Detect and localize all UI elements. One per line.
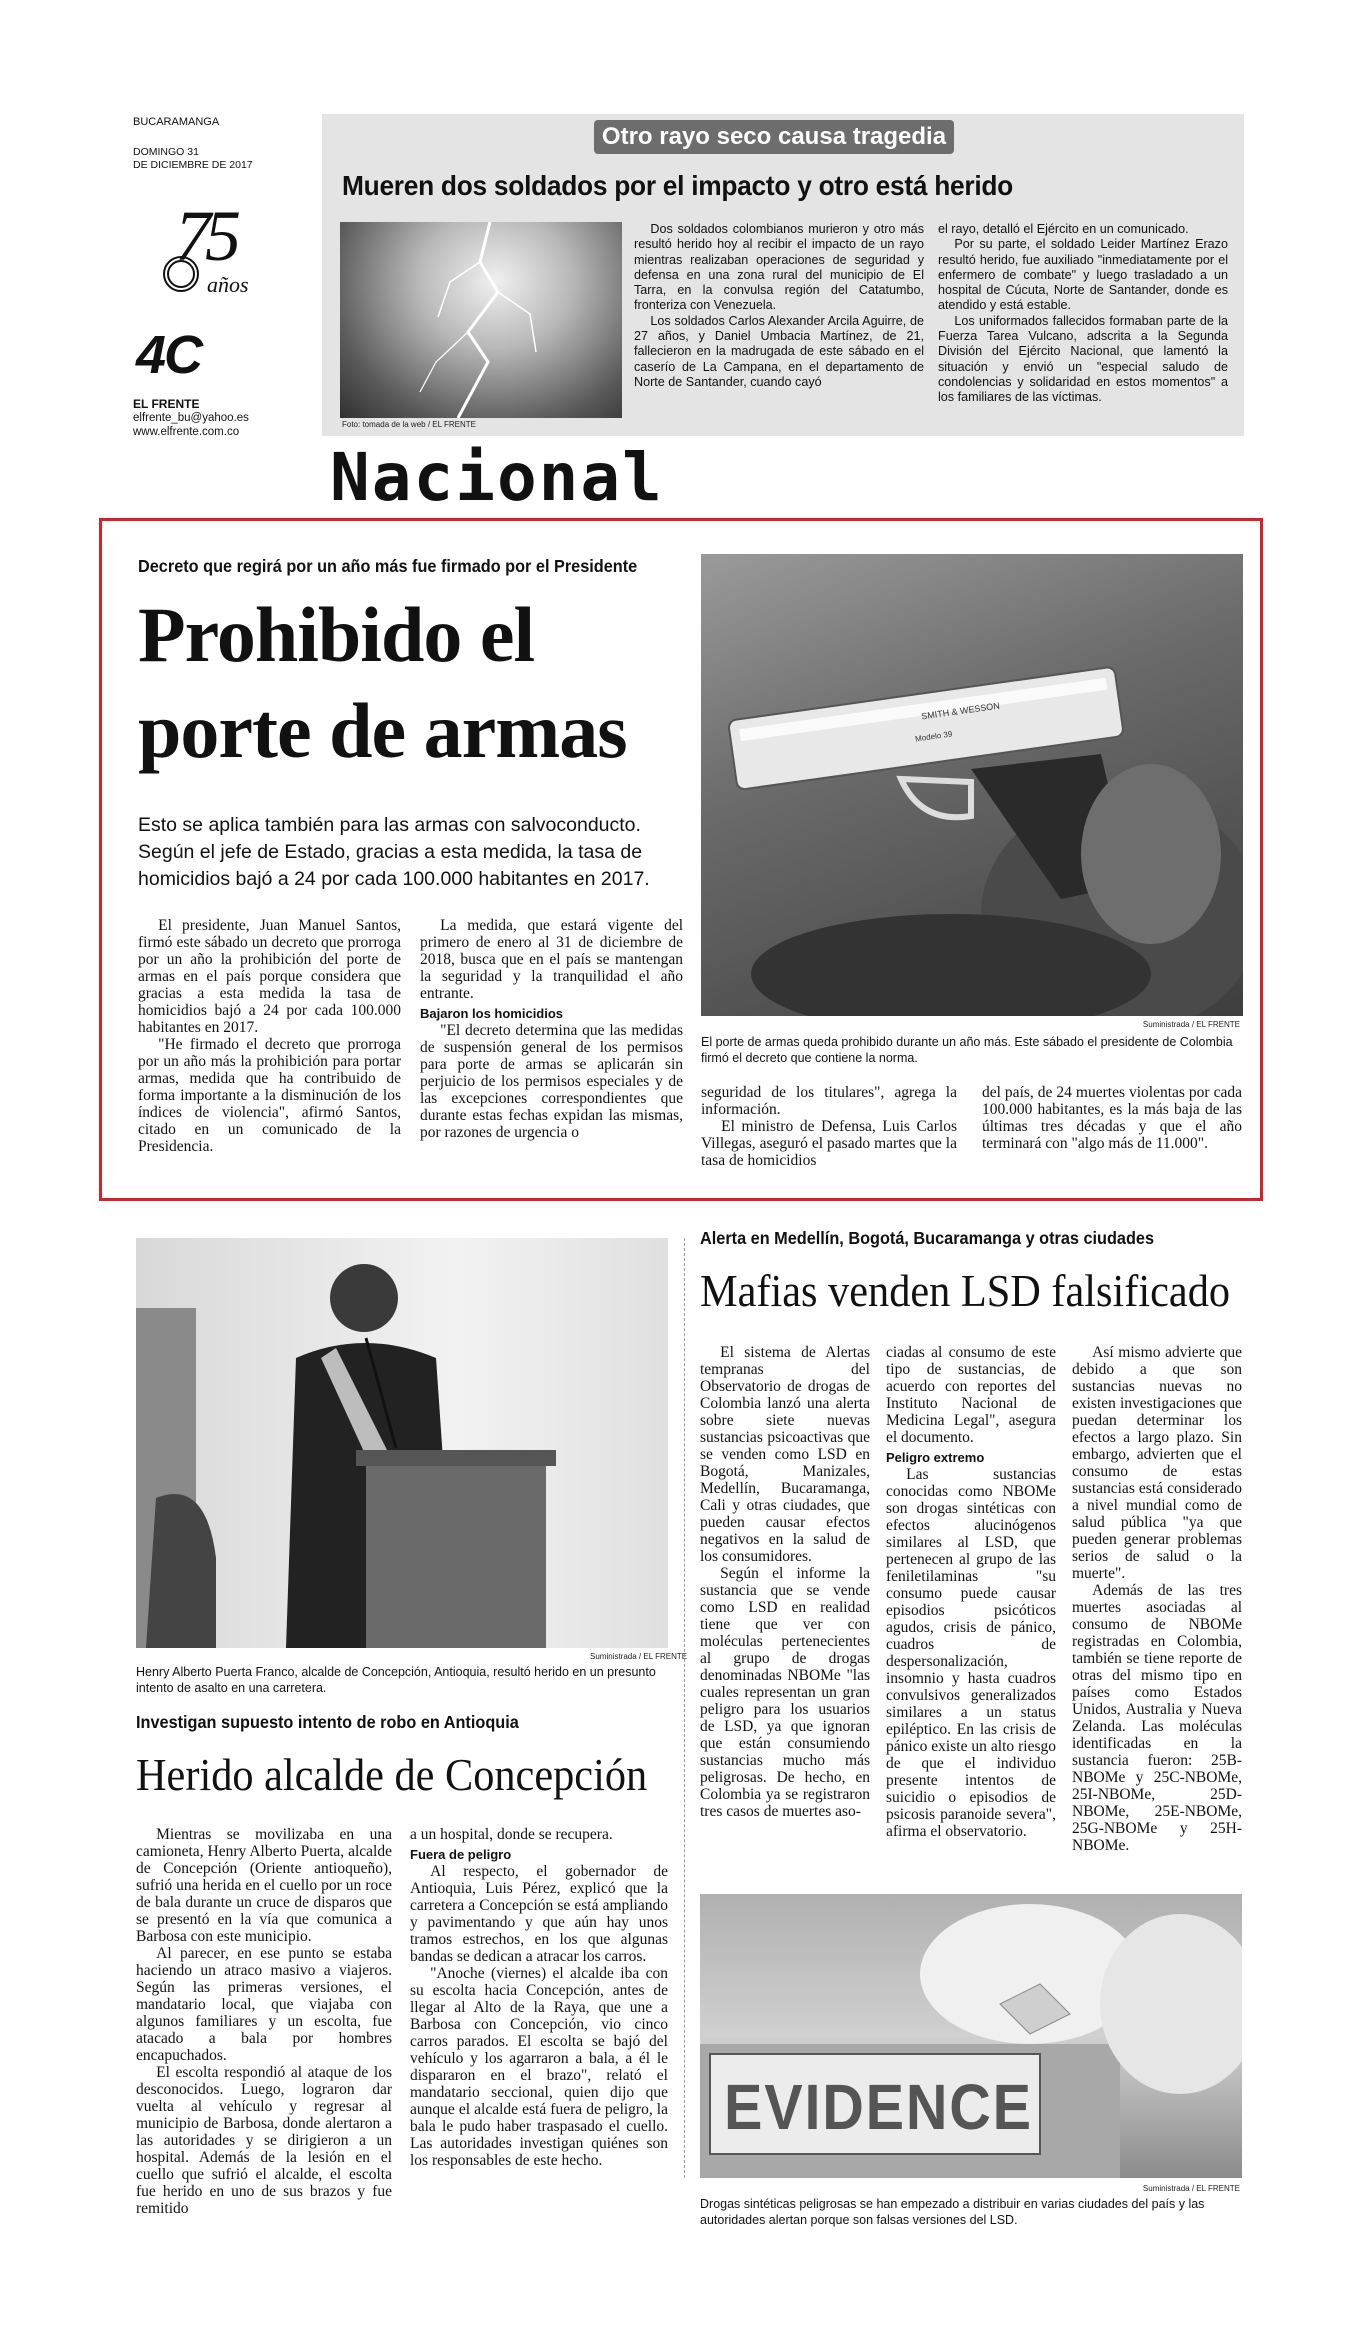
- paragraph: "He firmado el decreto que prorroga por un año más la prohibición para portar armas, medida que ha contribuido de forma importante a la disminución de los índices de violencia", afirmó Santos, citado en un comunicado de la Presidencia.: [138, 1036, 401, 1155]
- paragraph: "El decreto determina que las medidas de suspensión general de los permisos para porte de armas se aplicarán sin perjuicio de los permisos especiales y de las excepciones correspondientes que durante estas fechas expidan las mismas, por razones de urgencia o: [420, 1022, 683, 1141]
- page-number: 4C: [136, 325, 202, 385]
- anniversary-number: 75: [175, 196, 235, 276]
- lightning-photo: [340, 222, 622, 418]
- main-story-headline-line1: Prohibido el: [138, 591, 535, 678]
- paragraph: Además de las tres muertes asociadas al consumo de NBOMe registradas en Colombia, también se tiene reporte de otras del mismo tipo en países como Estados Unidos, Australia y Nueva Zelanda. Las moléculas identificadas en la sustancia fueron: 25B-NBOMe y 25C-NBOMe, 25I-NBOMe, 25D-NBOMe, 25E-NBOMe, 25G-NBOMe y 25H-NBOMe.: [1072, 1582, 1242, 1854]
- lsd-story-column-1: [700, 1344, 870, 1820]
- mayor-story-kicker: Investigan supuesto intento de robo en Antioquia: [136, 1712, 519, 1732]
- evidence-photo: [700, 1894, 1242, 2178]
- lsd-story-column-3: [1072, 1344, 1242, 1854]
- top-story-banner-text: Otro rayo seco causa tragedia: [601, 123, 947, 150]
- lsd-story-column-2: [886, 1344, 1056, 1840]
- subheading: Peligro extremo: [886, 1450, 985, 1465]
- paragraph: del país, de 24 muertes violentas por cada 100.000 habitantes, es la más baja de las últimas tres décadas y que el año terminará con "algo más de 11.000".: [982, 1084, 1242, 1152]
- paragraph: El presidente, Juan Manuel Santos, firmó este sábado un decreto que prorroga por un año la prohibición del porte de armas en el país porque considera que gracias a esta medida la tasa de homicidios bajó a 24 por cada 100.000 habitantes en 2017.: [138, 917, 401, 1036]
- paragraph: Mientras se movilizaba en una camioneta, Henry Alberto Puerta, alcalde de Concepción (Oriente antioqueño), sufrió una herida en el cuello por un roce de bala durante un cruce de disparos que se presentó en la vía que comunica a Barbosa con este municipio.: [136, 1826, 392, 1945]
- paragraph: ciadas al consumo de este tipo de sustancias, de acuerdo con reportes del Instituto Nacional de Medicina Legal", asegura el documento.: [886, 1344, 1056, 1446]
- top-story-column-2: [938, 222, 1228, 406]
- paragraph: a un hospital, donde se recupera.: [410, 1826, 613, 1843]
- paragraph: Al parecer, en ese punto se estaba haciendo un atraco masivo a viajeros. Según las primeras versiones, el mandatario local, que viajaba con algunos familiares y un escolta, fue atacado a bala por hombres encapuchados.: [136, 1945, 392, 2064]
- paragraph: La medida, que estará vigente del primero de enero al 31 de diciembre de 2018, busca que en el país se mantengan la seguridad y la tranquilidad el año entrante.: [420, 917, 683, 1002]
- paper-website: www.elfrente.com.co: [133, 426, 240, 438]
- main-story-column-4: [982, 1084, 1242, 1152]
- main-story-kicker: Decreto que regirá por un año más fue firmado por el Presidente: [138, 556, 638, 576]
- masthead-date-rest: DE DICIEMBRE DE 2017: [133, 159, 253, 171]
- paragraph: Dos soldados colombianos murieron y otro más resultó herido hoy al recibir el impacto de un rayo mientras realizaban operaciones de seguridad y defensa en una zona rural del municipio de El Tarra, en la convulsa región del Catatumbo, fronteriza con Venezuela.: [634, 222, 924, 313]
- mayor-photo: [136, 1238, 668, 1648]
- paragraph: "Anoche (viernes) el alcalde iba con su escolta hacia Concepción, antes de llegar al Alto de la Raya, que une a Barbosa con Concepción, vio cinco carros parados. El escolta se bajó del vehículo y los agarraron a bala, a él le dispararon en el brazo", relató el mandatario seccional, quien dijo que aunque el alcalde está fuera de peligro, la bala le pudo haber traspasado el cuello. Las autoridades investigan quiénes son los responsables de este hecho.: [410, 1965, 668, 2169]
- anniversary-word: años: [207, 272, 249, 297]
- mayor-story-column-2: [410, 1826, 668, 2169]
- paragraph: Así mismo advierte que debido a que son sustancias nuevas no existen investigaciones que puedan determinar los efectos a largo plazo. Sin embargo, advierten que el consumo de estas sustancias está considerado a nivel mundial como de salud pública "ya que pueden generar problemas serios de salud o la muerte".: [1072, 1344, 1242, 1582]
- paragraph: El ministro de Defensa, Luis Carlos Villegas, aseguró el pasado martes que la tasa de homicidios: [701, 1118, 957, 1169]
- gun-photo: [701, 554, 1243, 1016]
- paragraph: seguridad de los titulares", agrega la información.: [701, 1084, 957, 1118]
- gun-brand-engraving: SMITH & WESSON: [920, 700, 1001, 722]
- paragraph: Por su parte, el soldado Leider Martínez Erazo resultó herido, fue auxiliado "inmediatamente por el enfermero de combate" y luego trasladado a un hospital de Cúcuta, Norte de Santander, donde es atendido y está estable.: [938, 237, 1228, 313]
- anniversary-logo: [163, 196, 263, 310]
- lightning-bolt-icon: [340, 222, 622, 418]
- mayor-story-headline: Herido alcalde de Concepción: [136, 1749, 648, 1800]
- paper-email: elfrente_bu@yahoo.es: [133, 412, 249, 424]
- top-story-headline: Mueren dos soldados por el impacto y otro está herido: [342, 170, 1013, 201]
- masthead-date-day: DOMINGO 31: [133, 146, 199, 158]
- masthead-city: BUCARAMANGA: [133, 116, 220, 128]
- evidence-photo-caption: Drogas sintéticas peligrosas se han empezado a distribuir en varias ciudades del país y las autoridades alertan porque son falsas versiones del LSD.: [700, 2197, 1205, 2227]
- top-story-column-1: [634, 222, 924, 390]
- column-divider: [684, 1238, 685, 2178]
- main-story-column-3: [701, 1084, 957, 1169]
- top-story-box: [322, 114, 1244, 436]
- lsd-story-headline: Mafias venden LSD falsificado: [700, 1265, 1231, 1316]
- paragraph: el rayo, detalló el Ejército en un comunicado.: [938, 222, 1189, 236]
- paper-name: EL FRENTE: [133, 397, 200, 411]
- paragraph: El escolta respondió al ataque de los desconocidos. Luego, lograron dar vuelta al vehículo y regresar al municipio de Barbosa, donde alertaron a las autoridades y se dirigieron a un hospital. Además de la lesión en el cuello que sufrió el alcalde, el escolta fue herido en uno de sus brazos y fue remitido: [136, 2064, 392, 2217]
- subheading: Bajaron los homicidios: [420, 1006, 564, 1021]
- paragraph: Las sustancias conocidas como NBOMe son drogas sintéticas con efectos alucinógenos similares al LSD, que pertenecen al grupo de las feniletilaminas "su consumo puede causar episodios psicóticos agudos, crisis de pánico, cuadros de despersonalización, insomnio y hasta cuadros convulsivos generalizados similares a un status epiléptico. En las crisis de pánico existe un alto riesgo de que el individuo presente intentos de suicidio o episodios de psicosis paranoide severa", afirma el observatorio.: [886, 1466, 1056, 1840]
- main-story-column-2: [420, 917, 683, 1141]
- paragraph: Los uniformados fallecidos formaban parte de la Fuerza Tarea Vulcano, adscrita a la Segunda División del Ejército Nacional, que lamentó la situación y envió un "especial saludo de condolencias y solidaridad en estos momentos" a los familiares de las víctimas.: [938, 313, 1228, 405]
- main-story-column-1: [138, 917, 401, 1155]
- evidence-photo-word: EVIDENCE: [724, 2071, 1033, 2143]
- mayor-story-column-1: [136, 1826, 392, 2217]
- gun-photo-caption: El porte de armas queda prohibido durante un año más. Este sábado el presidente de Colombia firmó el decreto que contiene la norma.: [701, 1035, 1233, 1065]
- mayor-photo-credit: Suministrada / EL FRENTE: [590, 1652, 688, 1661]
- paragraph: El sistema de Alertas tempranas del Observatorio de drogas de Colombia lanzó una alerta sobre siete nuevas sustancias psicoactivas que se venden como LSD en Bogotá, Manizales, Medellín, Bucaramanga, Cali y otras ciudades, que pueden causar efectos negativos en la salud de los consumidores.: [700, 1344, 870, 1565]
- subheading: Fuera de peligro: [410, 1847, 512, 1862]
- top-story-photo-credit: Foto: tomada de la web / EL FRENTE: [342, 420, 476, 429]
- main-story-deck: Esto se aplica también para las armas con salvoconducto. Según el jefe de Estado, gracias a esta medida, la tasa de homicidios bajó a 24 por cada 100.000 habitantes en 2017.: [138, 814, 650, 890]
- paragraph: Al respecto, el gobernador de Antioquia, Luis Pérez, explicó que la carretera a Concepción se está ampliando y pavimentando y que aún hay unos tramos estrechos, en los que algunas bandas se dedican a atracar los carros.: [410, 1863, 668, 1965]
- gun-photo-credit: Suministrada / EL FRENTE: [1142, 1020, 1240, 1029]
- gun-model-engraving: Modelo 39: [914, 729, 953, 744]
- mayor-photo-caption: Henry Alberto Puerta Franco, alcalde de Concepción, Antioquia, resultó herido en un presunto intento de asalto en una carretera.: [136, 1665, 656, 1695]
- mayor-speaking-illustration: [136, 1238, 668, 1648]
- anniversary-swirl-icon: [163, 256, 199, 292]
- section-title: Nacional: [330, 439, 664, 516]
- evidence-photo-credit: Suministrada / EL FRENTE: [1142, 2184, 1240, 2193]
- pistol-icon: [701, 554, 1243, 1016]
- paragraph: Según el informe la sustancia que se vende como LSD en realidad tiene que ver con moléculas pertenecientes al grupo de drogas denominadas NBOMe "las cuales representan un gran peligro para los usuarios de LSD, ya que ignoran que están consumiendo sustancias mucho más peligrosas. De hecho, en Colombia ya se registraron tres casos de muertes aso-: [700, 1565, 870, 1820]
- main-story-headline-line2: porte de armas: [138, 687, 627, 774]
- lsd-story-kicker: Alerta en Medellín, Bogotá, Bucaramanga y otras ciudades: [700, 1228, 1155, 1248]
- top-story-banner: [594, 120, 954, 154]
- paragraph: Los soldados Carlos Alexander Arcila Aguirre, de 27 años, y Daniel Umbacia Martínez, de 21, fallecieron en la madrugada de este sábado en el caserío de La Campana, en el departamento de Norte de Santander, cuando cayó: [634, 313, 924, 389]
